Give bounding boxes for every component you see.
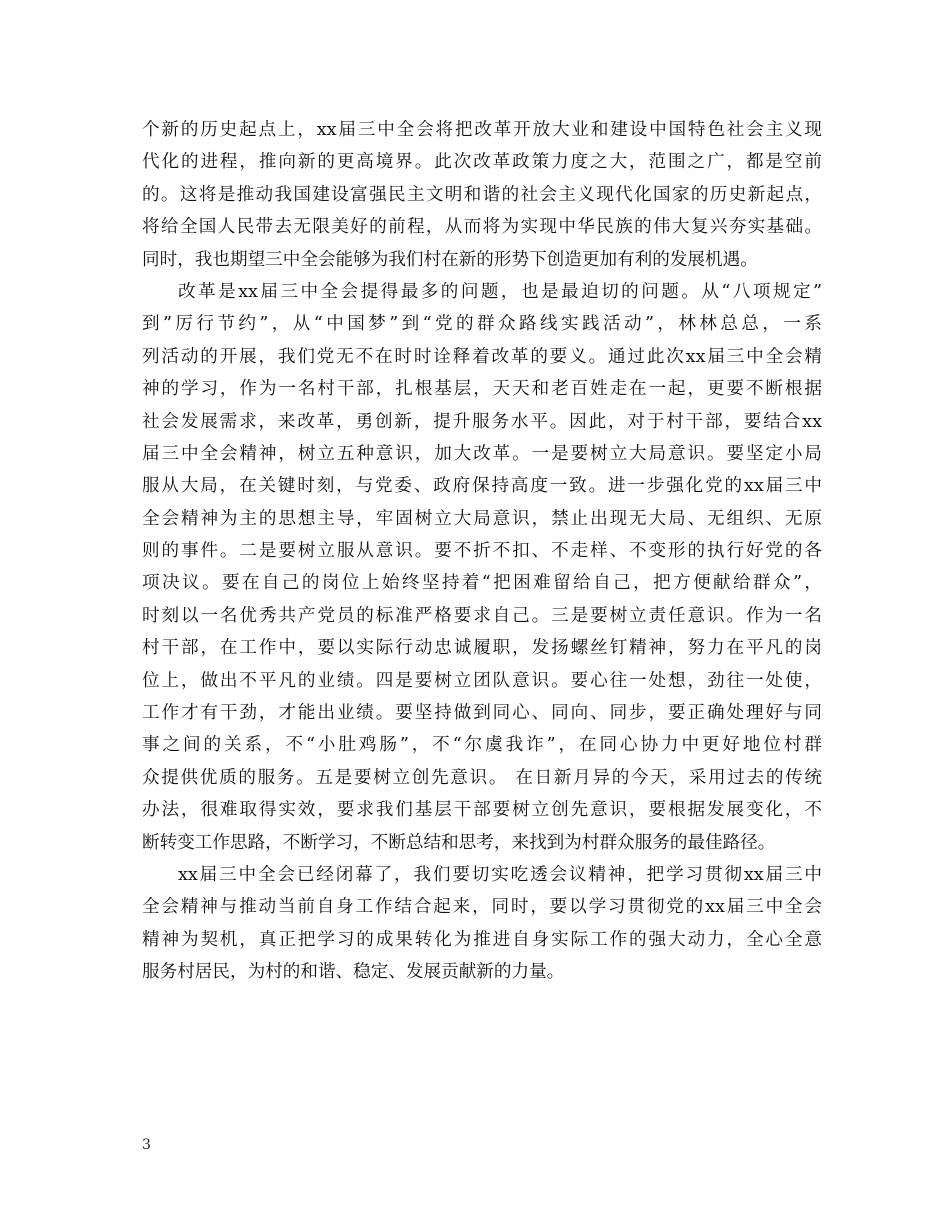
text-line: 时刻以一名优秀共产党员的标准严格要求自己。三是要树立责任意识。作为一名 [142,605,822,626]
text-line: 众提供优质的服务。五是要树立创先意识。 在日新月异的今天，采用过去的传统 [142,767,822,788]
text-line: 全会精神为主的思想主导，牢固树立大局意识，禁止出现无大局、无组织、无原 [142,508,822,529]
text-line: 工作才有干劲，才能出业绩。要坚持做到同心、同向、同步，要正确处理好与同 [142,703,822,724]
text-line: 列活动的开展，我们党无不在时时诠释着改革的要义。通过此次xx届三中全会精 [142,346,822,367]
text-line: 同时，我也期望三中全会能够为我们村在新的形势下创造更加有利的发展机遇。 [142,249,758,270]
text-line: 神的学习，作为一名村干部，扎根基层，天天和老百姓走在一起，更要不断根据 [142,379,822,400]
text-line: 届三中全会精神，树立五种意识，加大改革。一是要树立大局意识。要坚定小局 [142,443,822,464]
text-line: 位上，做出不平凡的业绩。四是要树立团队意识。要心往一处想，劲往一处使， [142,670,822,691]
page-number: 3 [142,1137,151,1153]
text-line: 个新的历史起点上，xx届三中全会将把改革开放大业和建设中国特色社会主义现 [142,120,822,140]
paragraph-first-line: 改革是xx届三中全会提得最多的问题，也是最迫切的问题。从“八项规定” [178,281,822,302]
document-body [142,114,822,989]
paragraph-first-line: xx届三中全会已经闭幕了，我们要切实吃透会议精神，把学习贯彻xx届三中 [178,864,822,885]
text-line: 则的事件。二是要树立服从意识。要不折不扣、不走样、不变形的执行好党的各 [142,541,822,562]
text-line: 将给全国人民带去无限美好的前程，从而将为实现中华民族的伟大复兴夯实基础。 [142,217,822,238]
text-line: 事之间的关系，不“小肚鸡肠”，不“尔虞我诈”，在同心协力中更好地位村群 [142,735,822,756]
text-line: 的。这将是推动我国建设富强民主文明和谐的社会主义现代化国家的历史新起点， [142,184,822,205]
text-line: 精神为契机，真正把学习的成果转化为推进自身实际工作的强大动力，全心全意 [142,929,822,950]
text-line: 服从大局，在关键时刻，与党委、政府保持高度一致。进一步强化党的xx届三中 [142,476,822,497]
text-line: 村干部，在工作中，要以实际行动忠诚履职，发扬螺丝钉精神，努力在平凡的岗 [142,638,822,659]
text-line: 全会精神与推动当前自身工作结合起来，同时，要以学习贯彻党的xx届三中全会 [142,897,822,918]
text-line: 断转变工作思路，不断学习，不断总结和思考，来找到为村群众服务的最佳路径。 [142,832,776,853]
text-line: 服务村居民，为村的和谐、稳定、发展贡献新的力量。 [142,962,565,983]
text-line: 社会发展需求，来改革，勇创新，提升服务水平。因此，对于村干部，要结合xx [142,411,822,432]
text-line: 到”厉行节约”，从“中国梦”到“党的群众路线实践活动”，林林总总，一系 [142,314,822,335]
text-line: 办法，很难取得实效，要求我们基层干部要树立创先意识，要根据发展变化，不 [142,800,822,821]
text-line: 项决议。要在自己的岗位上始终坚持着“把困难留给自己，把方便献给群众”， [142,573,822,594]
text-line: 代化的进程，推向新的更高境界。此次改革政策力度之大，范围之广，都是空前 [142,152,822,173]
